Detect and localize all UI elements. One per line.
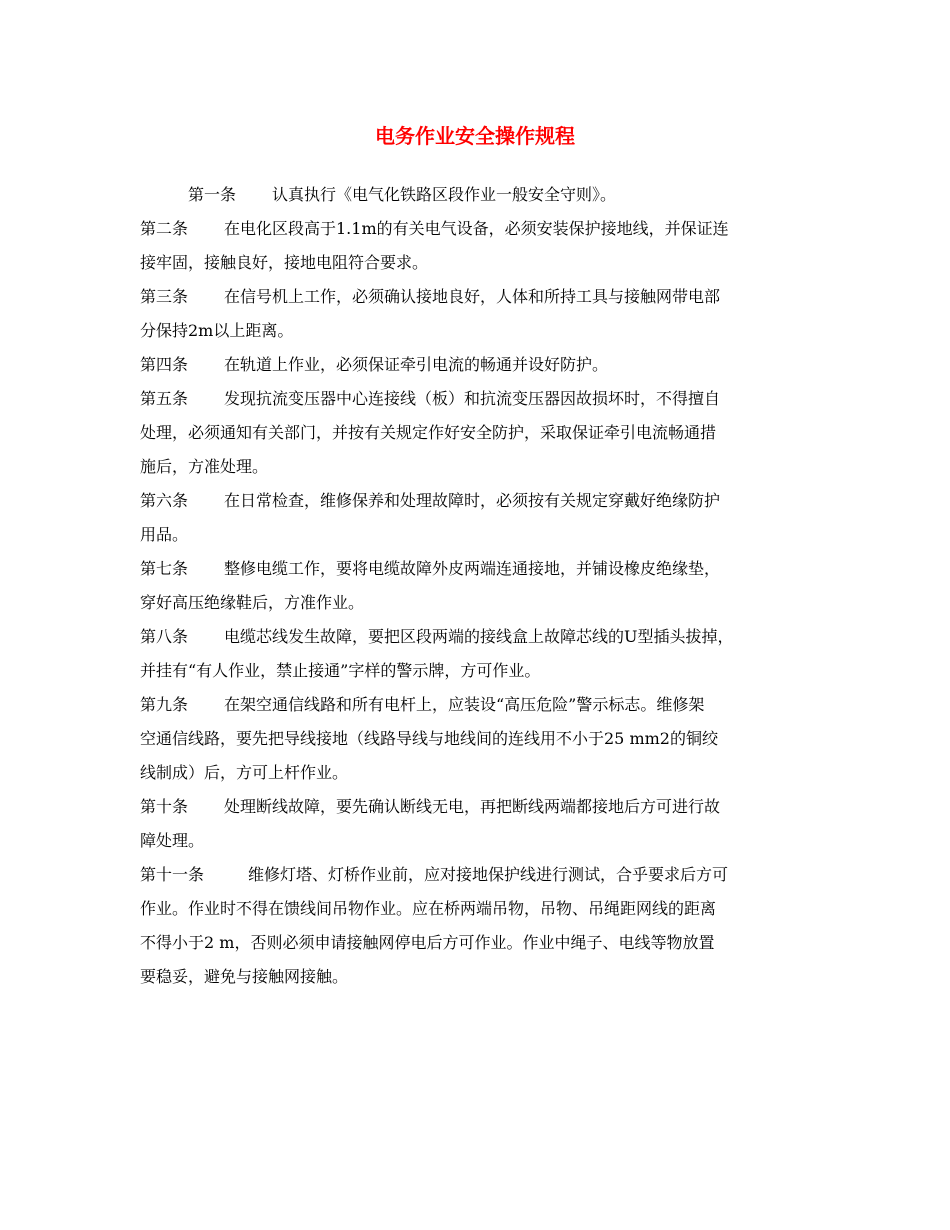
article-text-continuation: 线制成）后，方可上杆作业。	[140, 763, 349, 782]
article-label: 第八条	[140, 627, 189, 646]
article-text-continuation: 障处理。	[140, 831, 205, 850]
article-text-continuation: 施后，方准处理。	[140, 457, 269, 476]
article-5	[140, 382, 812, 416]
article-10	[140, 790, 812, 824]
article-text-continuation: 不得小于2 m，否则必须申请接触网停电后方可作业。作业中绳子、电线等物放置	[140, 933, 715, 952]
article-label: 第六条	[140, 491, 189, 510]
article-text: 整修电缆工作，要将电缆故障外皮两端连通接地，并铺设橡皮绝缘垫，	[224, 559, 721, 578]
article-text: 维修灯塔、灯桥作业前，应对接地保护线进行测试，合乎要求后方可	[248, 865, 729, 884]
article-1	[140, 178, 812, 212]
article-label: 第三条	[140, 287, 189, 306]
article-label: 第一条	[188, 185, 237, 204]
article-text: 在电化区段高于1.1m的有关电气设备，必须安装保护接地线，并保证连	[224, 219, 729, 238]
article-11	[140, 858, 812, 892]
article-text-continuation: 接牢固，接触良好，接地电阻符合要求。	[140, 253, 429, 272]
article-text: 在架空通信线路和所有电杆上，应装设“高压危险”警示标志。维修架	[224, 695, 705, 714]
article-text: 在轨道上作业，必须保证牵引电流的畅通并设好防护。	[224, 355, 609, 374]
article-text: 认真执行《电气化铁路区段作业一般安全守则》。	[272, 185, 617, 204]
article-label: 第五条	[140, 389, 189, 408]
article-text: 在信号机上工作，必须确认接地良好，人体和所持工具与接触网带电部	[224, 287, 721, 306]
article-7	[140, 552, 812, 586]
article-label: 第十条	[140, 797, 189, 816]
article-text: 电缆芯线发生故障，要把区段两端的接线盒上故障芯线的U型插头拔掉，	[224, 627, 734, 646]
article-text-continuation: 分保持2m以上距离。	[140, 321, 294, 340]
document-body	[140, 178, 812, 994]
article-text-continuation: 要稳妥，避免与接触网接触。	[140, 967, 349, 986]
article-text-continuation: 穿好高压绝缘鞋后，方准作业。	[140, 593, 365, 612]
article-3	[140, 280, 812, 314]
article-text: 处理断线故障，要先确认断线无电，再把断线两端都接地后方可进行故	[224, 797, 721, 816]
article-2	[140, 212, 812, 246]
article-text: 发现抗流变压器中心连接线（板）和抗流变压器因故损坏时，不得擅自	[224, 389, 721, 408]
article-text-continuation: 处理，必须通知有关部门，并按有关规定作好安全防护，采取保证牵引电流畅通措	[140, 423, 717, 442]
article-label: 第四条	[140, 355, 189, 374]
article-label: 第七条	[140, 559, 189, 578]
document-title: 电务作业安全操作规程	[375, 124, 575, 148]
article-label: 第十一条	[140, 865, 205, 884]
article-9	[140, 688, 812, 722]
article-text-continuation: 并挂有“有人作业，禁止接通”字样的警示牌，方可作业。	[140, 661, 541, 680]
article-label: 第二条	[140, 219, 189, 238]
article-text-continuation: 空通信线路，要先把导线接地（线路导线与地线间的连线用不小于25 mm2的铜绞	[140, 729, 718, 748]
article-8	[140, 620, 812, 654]
article-text-continuation: 用品。	[140, 525, 189, 544]
article-text: 在日常检查，维修保养和处理故障时，必须按有关规定穿戴好绝缘防护	[224, 491, 721, 510]
article-6	[140, 484, 812, 518]
article-label: 第九条	[140, 695, 189, 714]
article-text-continuation: 作业。作业时不得在馈线间吊物作业。应在桥两端吊物，吊物、吊绳距网线的距离	[140, 899, 717, 918]
article-4	[140, 348, 812, 382]
